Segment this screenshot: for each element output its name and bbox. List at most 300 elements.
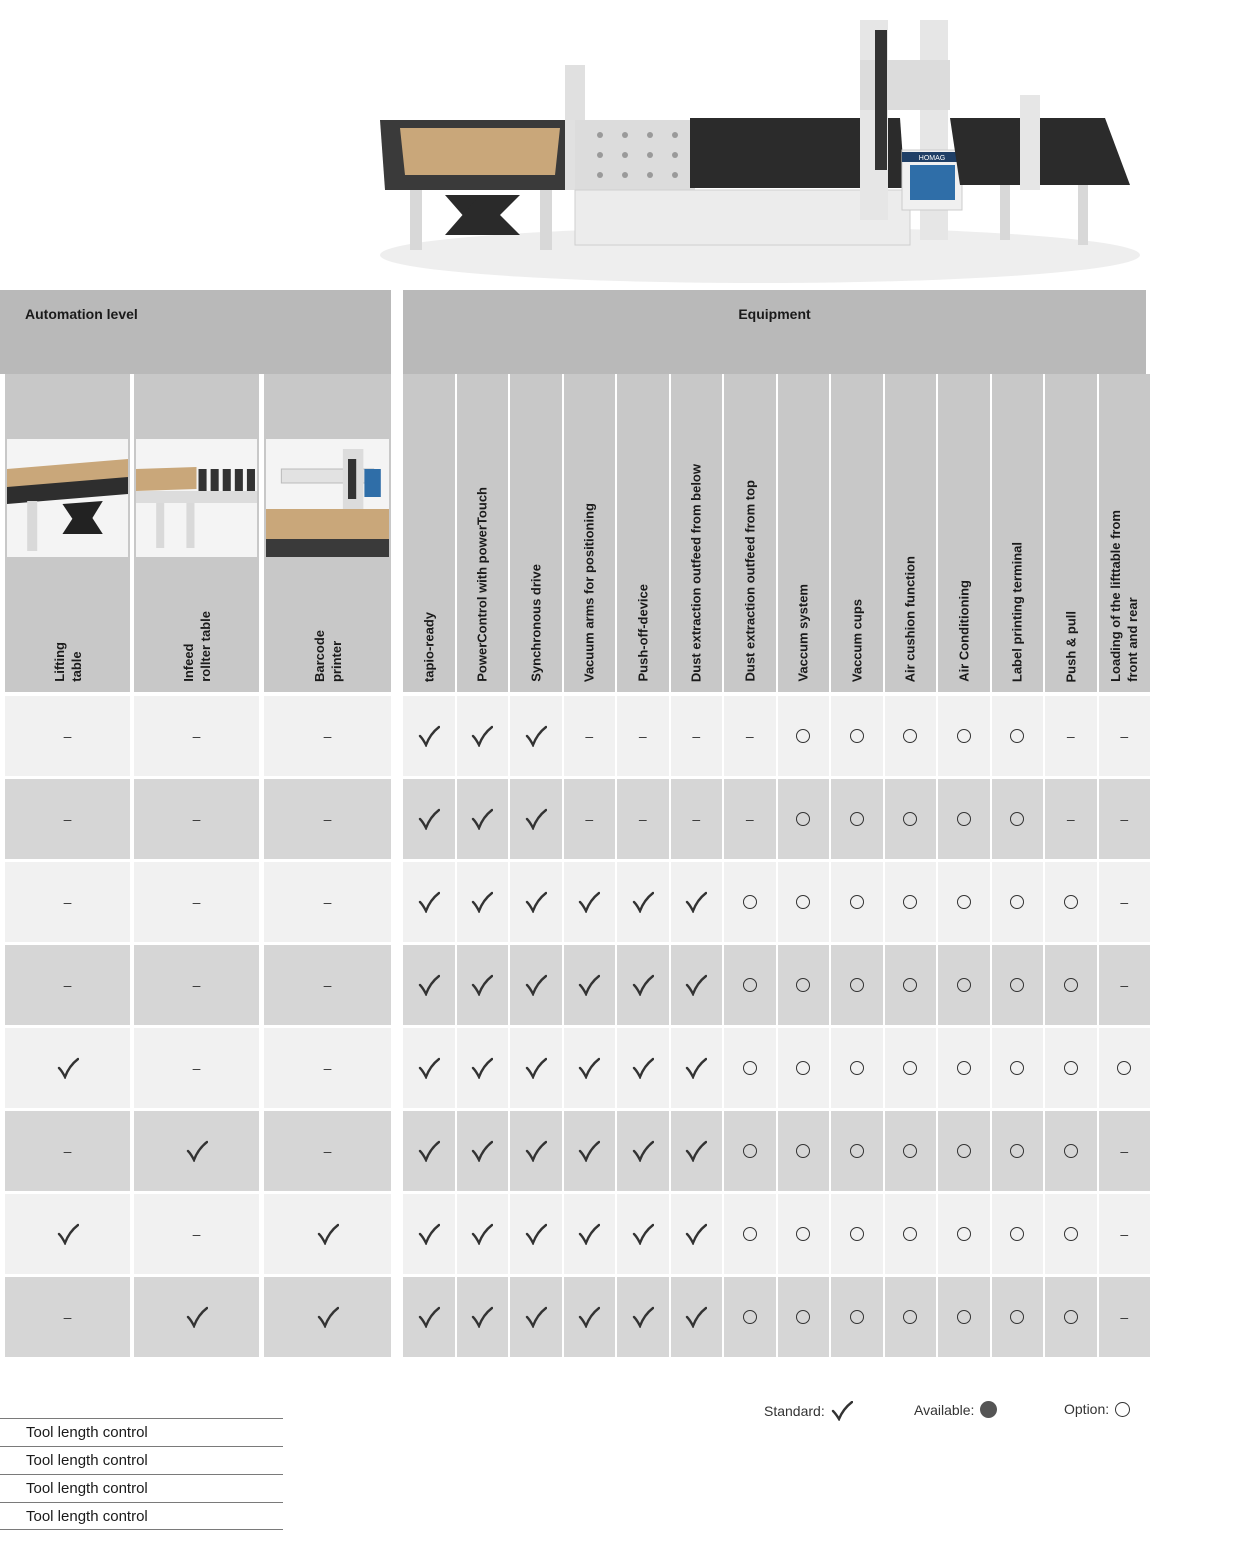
machine-illustration bbox=[360, 0, 1160, 290]
check-icon bbox=[685, 1223, 707, 1245]
equipment-column-label: PowerControl with powerTouch bbox=[474, 487, 490, 682]
check-icon bbox=[471, 974, 493, 996]
empty-cell bbox=[134, 779, 259, 859]
equipment-column-label: Dust extraction outfeed from below bbox=[688, 463, 704, 682]
check-icon bbox=[525, 725, 547, 747]
equipment-column-label: Air cushion function bbox=[902, 555, 918, 682]
option-cell bbox=[885, 779, 937, 859]
open-circle-icon bbox=[957, 1227, 971, 1241]
option-cell bbox=[1045, 1028, 1097, 1108]
option-cell bbox=[938, 1277, 990, 1357]
equipment-column-label: Vaccum system bbox=[795, 584, 811, 682]
lifting-table-photo bbox=[7, 439, 128, 557]
open-circle-icon bbox=[957, 1310, 971, 1324]
check-icon bbox=[418, 974, 440, 996]
option-cell bbox=[724, 1028, 776, 1108]
automation-level-title: Automation level bbox=[25, 306, 138, 322]
equipment-title: Equipment bbox=[738, 306, 811, 322]
check-icon bbox=[525, 1140, 547, 1162]
option-cell bbox=[938, 1111, 990, 1191]
equipment-column-2 bbox=[457, 374, 509, 692]
dash-text: – bbox=[63, 811, 72, 827]
standard-cell bbox=[5, 1028, 130, 1108]
standard-cell bbox=[134, 1277, 259, 1357]
empty-cell bbox=[134, 945, 259, 1025]
check-icon bbox=[525, 1306, 547, 1328]
check-icon bbox=[525, 808, 547, 830]
equipment-column-label: Push-off-device bbox=[635, 584, 651, 682]
open-circle-icon bbox=[903, 1227, 917, 1241]
open-circle-icon bbox=[743, 978, 757, 992]
option-cell bbox=[831, 1194, 883, 1274]
empty-cell bbox=[5, 696, 130, 776]
option-cell bbox=[885, 1111, 937, 1191]
empty-cell bbox=[5, 862, 130, 942]
option-cell bbox=[831, 1277, 883, 1357]
check-icon bbox=[632, 1306, 654, 1328]
standard-cell bbox=[457, 696, 509, 776]
check-icon bbox=[418, 891, 440, 913]
check-icon bbox=[57, 1057, 79, 1079]
option-cell bbox=[992, 1028, 1044, 1108]
check-icon bbox=[831, 1401, 853, 1421]
option-cell bbox=[778, 1111, 830, 1191]
open-circle-icon bbox=[850, 1310, 864, 1324]
dash-text: – bbox=[323, 977, 332, 993]
automation-column-label: Barcode printer bbox=[311, 629, 344, 682]
open-circle-icon bbox=[903, 812, 917, 826]
equipment-column-10 bbox=[885, 374, 937, 692]
empty-cell bbox=[564, 696, 616, 776]
option-cell bbox=[885, 945, 937, 1025]
equipment-column-8 bbox=[778, 374, 830, 692]
equipment-column-label: Label printing terminal bbox=[1009, 541, 1025, 682]
equipment-column-label: Loading of the lifttable from front and rear bbox=[1108, 510, 1141, 682]
legend-option-label: Option: bbox=[1064, 1401, 1110, 1417]
standard-cell bbox=[510, 945, 562, 1025]
standard-cell bbox=[510, 862, 562, 942]
option-cell bbox=[831, 696, 883, 776]
standard-cell bbox=[617, 1194, 669, 1274]
empty-cell bbox=[1045, 696, 1097, 776]
check-icon bbox=[418, 1140, 440, 1162]
check-icon bbox=[418, 725, 440, 747]
option-cell bbox=[1099, 1028, 1151, 1108]
open-circle-icon bbox=[957, 729, 971, 743]
option-cell bbox=[1045, 862, 1097, 942]
option-cell bbox=[1045, 1111, 1097, 1191]
option-cell bbox=[992, 945, 1044, 1025]
equipment-column-label: Vaccum cups bbox=[849, 598, 865, 682]
option-cell bbox=[938, 862, 990, 942]
standard-cell bbox=[671, 1277, 723, 1357]
legend-available bbox=[914, 1401, 997, 1418]
option-cell bbox=[938, 696, 990, 776]
open-circle-icon bbox=[1064, 1227, 1078, 1241]
empty-cell bbox=[1099, 1111, 1151, 1191]
standard-cell bbox=[457, 945, 509, 1025]
check-icon bbox=[578, 1306, 600, 1328]
open-circle-icon bbox=[957, 1144, 971, 1158]
empty-cell bbox=[134, 1028, 259, 1108]
option-cell bbox=[724, 862, 776, 942]
dash-text: – bbox=[585, 728, 594, 744]
standard-cell bbox=[457, 862, 509, 942]
dash-text: – bbox=[1120, 1309, 1129, 1325]
check-icon bbox=[578, 1057, 600, 1079]
standard-cell bbox=[617, 945, 669, 1025]
open-circle-icon bbox=[850, 812, 864, 826]
open-circle-icon bbox=[1010, 1061, 1024, 1075]
check-icon bbox=[186, 1140, 208, 1162]
check-icon bbox=[186, 1306, 208, 1328]
tool-line: Tool length control bbox=[0, 1502, 283, 1530]
dash-text: – bbox=[1120, 1226, 1129, 1242]
dash-text: – bbox=[192, 1060, 201, 1076]
open-circle-icon bbox=[1064, 1310, 1078, 1324]
standard-cell bbox=[403, 945, 455, 1025]
option-cell bbox=[938, 945, 990, 1025]
standard-cell bbox=[671, 1194, 723, 1274]
check-icon bbox=[418, 808, 440, 830]
automation-column-2 bbox=[134, 374, 259, 692]
option-cell bbox=[724, 1194, 776, 1274]
open-circle-icon bbox=[1010, 1310, 1024, 1324]
legend-option bbox=[1064, 1401, 1130, 1417]
open-circle-icon bbox=[1010, 729, 1024, 743]
standard-cell bbox=[617, 1277, 669, 1357]
option-cell bbox=[992, 1194, 1044, 1274]
automation-column-3 bbox=[264, 374, 391, 692]
dash-text: – bbox=[192, 811, 201, 827]
equipment-column-label: Air Conditioning bbox=[956, 580, 972, 682]
standard-cell bbox=[264, 1277, 391, 1357]
dash-text: – bbox=[323, 811, 332, 827]
open-circle-icon bbox=[1010, 978, 1024, 992]
open-circle-icon bbox=[903, 1310, 917, 1324]
check-icon bbox=[471, 1306, 493, 1328]
standard-cell bbox=[510, 1111, 562, 1191]
equipment-column-14 bbox=[1099, 374, 1151, 692]
dash-text: – bbox=[192, 728, 201, 744]
option-cell bbox=[938, 1028, 990, 1108]
open-circle-icon bbox=[796, 978, 810, 992]
open-circle-icon bbox=[1064, 895, 1078, 909]
option-cell bbox=[938, 779, 990, 859]
open-circle-icon bbox=[1064, 1144, 1078, 1158]
empty-cell bbox=[724, 696, 776, 776]
option-cell bbox=[992, 1277, 1044, 1357]
tool-length-list bbox=[0, 1418, 283, 1530]
tool-line: Tool length control bbox=[0, 1418, 283, 1446]
standard-cell bbox=[403, 862, 455, 942]
standard-cell bbox=[617, 1111, 669, 1191]
option-cell bbox=[831, 862, 883, 942]
standard-cell bbox=[403, 1277, 455, 1357]
automation-column-label: Lifting table bbox=[51, 642, 84, 682]
empty-cell bbox=[264, 945, 391, 1025]
empty-cell bbox=[724, 779, 776, 859]
empty-cell bbox=[264, 696, 391, 776]
dash-text: – bbox=[323, 894, 332, 910]
empty-cell bbox=[1099, 1194, 1151, 1274]
open-circle-icon bbox=[850, 1144, 864, 1158]
option-cell bbox=[778, 945, 830, 1025]
open-circle-icon bbox=[850, 1061, 864, 1075]
standard-cell bbox=[617, 1028, 669, 1108]
check-icon bbox=[685, 974, 707, 996]
standard-cell bbox=[264, 1194, 391, 1274]
check-icon bbox=[632, 891, 654, 913]
standard-cell bbox=[510, 1028, 562, 1108]
dash-text: – bbox=[1120, 728, 1129, 744]
check-icon bbox=[632, 1140, 654, 1162]
dash-text: – bbox=[323, 728, 332, 744]
empty-cell bbox=[671, 779, 723, 859]
open-circle-icon bbox=[850, 978, 864, 992]
check-icon bbox=[57, 1223, 79, 1245]
empty-cell bbox=[1099, 779, 1151, 859]
check-icon bbox=[471, 1223, 493, 1245]
open-circle-icon bbox=[796, 812, 810, 826]
standard-cell bbox=[510, 1194, 562, 1274]
open-circle-icon bbox=[796, 1061, 810, 1075]
standard-cell bbox=[403, 1028, 455, 1108]
dash-text: – bbox=[1066, 728, 1075, 744]
dash-text: – bbox=[1120, 1143, 1129, 1159]
check-icon bbox=[632, 1057, 654, 1079]
open-circle-icon bbox=[743, 1227, 757, 1241]
check-icon bbox=[525, 974, 547, 996]
empty-cell bbox=[264, 862, 391, 942]
standard-cell bbox=[564, 1194, 616, 1274]
option-cell bbox=[992, 862, 1044, 942]
check-icon bbox=[525, 1223, 547, 1245]
dash-text: – bbox=[745, 811, 754, 827]
open-circle-icon bbox=[1117, 1061, 1131, 1075]
standard-cell bbox=[457, 1277, 509, 1357]
empty-cell bbox=[671, 696, 723, 776]
empty-cell bbox=[5, 1277, 130, 1357]
option-cell bbox=[724, 1111, 776, 1191]
open-circle-icon bbox=[957, 812, 971, 826]
check-icon bbox=[685, 1306, 707, 1328]
equipment-column-7 bbox=[724, 374, 776, 692]
equipment-column-label: tapio-ready bbox=[421, 611, 437, 682]
legend-standard-label: Standard: bbox=[764, 1403, 825, 1419]
option-cell bbox=[778, 1277, 830, 1357]
standard-cell bbox=[564, 862, 616, 942]
open-circle-icon bbox=[743, 1061, 757, 1075]
standard-cell bbox=[564, 1111, 616, 1191]
equipment-header bbox=[403, 290, 1146, 374]
empty-cell bbox=[1099, 945, 1151, 1025]
dash-text: – bbox=[63, 1143, 72, 1159]
empty-cell bbox=[1045, 779, 1097, 859]
empty-cell bbox=[5, 945, 130, 1025]
standard-cell bbox=[457, 1111, 509, 1191]
option-cell bbox=[885, 1277, 937, 1357]
open-circle-icon bbox=[796, 1227, 810, 1241]
equipment-column-label: Dust extraction outfeed from top bbox=[742, 480, 758, 682]
dash-text: – bbox=[585, 811, 594, 827]
dash-text: – bbox=[192, 977, 201, 993]
equipment-column-9 bbox=[831, 374, 883, 692]
legend-standard bbox=[764, 1401, 853, 1421]
check-icon bbox=[578, 1140, 600, 1162]
automation-column-label: Infeed rollter table bbox=[180, 611, 213, 682]
standard-cell bbox=[671, 1028, 723, 1108]
open-circle-icon bbox=[903, 978, 917, 992]
equipment-column-6 bbox=[671, 374, 723, 692]
check-icon bbox=[525, 891, 547, 913]
dash-text: – bbox=[63, 977, 72, 993]
tool-line: Tool length control bbox=[0, 1446, 283, 1474]
dash-text: – bbox=[1120, 811, 1129, 827]
equipment-column-4 bbox=[564, 374, 616, 692]
dash-text: – bbox=[192, 894, 201, 910]
equipment-column-1 bbox=[403, 374, 455, 692]
empty-cell bbox=[617, 779, 669, 859]
check-icon bbox=[317, 1306, 339, 1328]
open-circle-icon bbox=[1010, 812, 1024, 826]
empty-cell bbox=[264, 1028, 391, 1108]
check-icon bbox=[578, 974, 600, 996]
check-icon bbox=[685, 891, 707, 913]
check-icon bbox=[418, 1306, 440, 1328]
standard-cell bbox=[671, 862, 723, 942]
dash-text: – bbox=[638, 811, 647, 827]
standard-cell bbox=[510, 779, 562, 859]
option-cell bbox=[885, 696, 937, 776]
open-circle-icon bbox=[957, 1061, 971, 1075]
empty-cell bbox=[134, 696, 259, 776]
automation-column-1 bbox=[5, 374, 130, 692]
empty-cell bbox=[1099, 696, 1151, 776]
empty-cell bbox=[617, 696, 669, 776]
standard-cell bbox=[671, 945, 723, 1025]
check-icon bbox=[418, 1223, 440, 1245]
dash-text: – bbox=[323, 1060, 332, 1076]
open-circle-icon bbox=[850, 729, 864, 743]
check-icon bbox=[471, 891, 493, 913]
option-cell bbox=[1045, 945, 1097, 1025]
dash-text: – bbox=[1066, 811, 1075, 827]
open-circle-icon bbox=[903, 1144, 917, 1158]
dash-text: – bbox=[745, 728, 754, 744]
check-icon bbox=[471, 725, 493, 747]
option-cell bbox=[992, 696, 1044, 776]
open-circle-icon bbox=[796, 729, 810, 743]
open-circle-icon bbox=[1064, 978, 1078, 992]
standard-cell bbox=[564, 1028, 616, 1108]
empty-cell bbox=[134, 1194, 259, 1274]
option-cell bbox=[724, 945, 776, 1025]
option-cell bbox=[992, 779, 1044, 859]
infeed-roller-table-photo bbox=[136, 439, 257, 557]
standard-cell bbox=[564, 1277, 616, 1357]
brand-text: HOMAG bbox=[918, 155, 946, 162]
option-cell bbox=[724, 1277, 776, 1357]
dash-text: – bbox=[323, 1143, 332, 1159]
open-circle-icon bbox=[1064, 1061, 1078, 1075]
equipment-column-3 bbox=[510, 374, 562, 692]
open-circle-icon bbox=[850, 895, 864, 909]
equipment-column-11 bbox=[938, 374, 990, 692]
option-cell bbox=[885, 862, 937, 942]
open-circle-icon bbox=[743, 1310, 757, 1324]
open-circle-icon bbox=[796, 895, 810, 909]
dash-text: – bbox=[63, 1309, 72, 1325]
equipment-column-label: Push & pull bbox=[1063, 610, 1079, 682]
open-circle-icon bbox=[957, 978, 971, 992]
equipment-column-label: Synchronous drive bbox=[528, 564, 544, 682]
dash-text: – bbox=[63, 728, 72, 744]
option-cell bbox=[1045, 1194, 1097, 1274]
open-circle-icon bbox=[903, 1061, 917, 1075]
option-cell bbox=[831, 1028, 883, 1108]
standard-cell bbox=[403, 1111, 455, 1191]
option-cell bbox=[778, 696, 830, 776]
option-cell bbox=[938, 1194, 990, 1274]
open-circle-icon bbox=[957, 895, 971, 909]
dash-text: – bbox=[192, 1226, 201, 1242]
check-icon bbox=[317, 1223, 339, 1245]
check-icon bbox=[471, 1057, 493, 1079]
empty-cell bbox=[1099, 1277, 1151, 1357]
open-circle-icon bbox=[796, 1310, 810, 1324]
legend-available-label: Available: bbox=[914, 1401, 975, 1418]
dash-text: – bbox=[1120, 894, 1129, 910]
standard-cell bbox=[617, 862, 669, 942]
check-icon bbox=[418, 1057, 440, 1079]
standard-cell bbox=[510, 696, 562, 776]
open-circle-icon bbox=[743, 895, 757, 909]
open-circle-icon bbox=[1010, 1227, 1024, 1241]
equipment-column-label: Vacuum arms for positioning bbox=[581, 502, 597, 682]
check-icon bbox=[578, 891, 600, 913]
dash-text: – bbox=[1120, 977, 1129, 993]
open-circle-icon bbox=[796, 1144, 810, 1158]
option-cell bbox=[831, 945, 883, 1025]
check-icon bbox=[471, 808, 493, 830]
empty-cell bbox=[1099, 862, 1151, 942]
barcode-printer-photo bbox=[266, 439, 389, 557]
check-icon bbox=[471, 1140, 493, 1162]
standard-cell bbox=[457, 1194, 509, 1274]
dash-text: – bbox=[63, 894, 72, 910]
open-circle-icon bbox=[850, 1227, 864, 1241]
check-icon bbox=[578, 1223, 600, 1245]
standard-cell bbox=[5, 1194, 130, 1274]
check-icon bbox=[685, 1140, 707, 1162]
standard-cell bbox=[457, 779, 509, 859]
check-icon bbox=[632, 1223, 654, 1245]
cnc-machine-image bbox=[360, 0, 1160, 290]
standard-cell bbox=[403, 696, 455, 776]
empty-cell bbox=[264, 779, 391, 859]
filled-circle-icon bbox=[980, 1401, 997, 1418]
open-circle-icon bbox=[1010, 895, 1024, 909]
option-cell bbox=[778, 862, 830, 942]
option-cell bbox=[778, 779, 830, 859]
dash-text: – bbox=[692, 811, 701, 827]
equipment-column-12 bbox=[992, 374, 1044, 692]
standard-cell bbox=[403, 779, 455, 859]
standard-cell bbox=[134, 1111, 259, 1191]
tool-line: Tool length control bbox=[0, 1474, 283, 1502]
empty-cell bbox=[564, 779, 616, 859]
